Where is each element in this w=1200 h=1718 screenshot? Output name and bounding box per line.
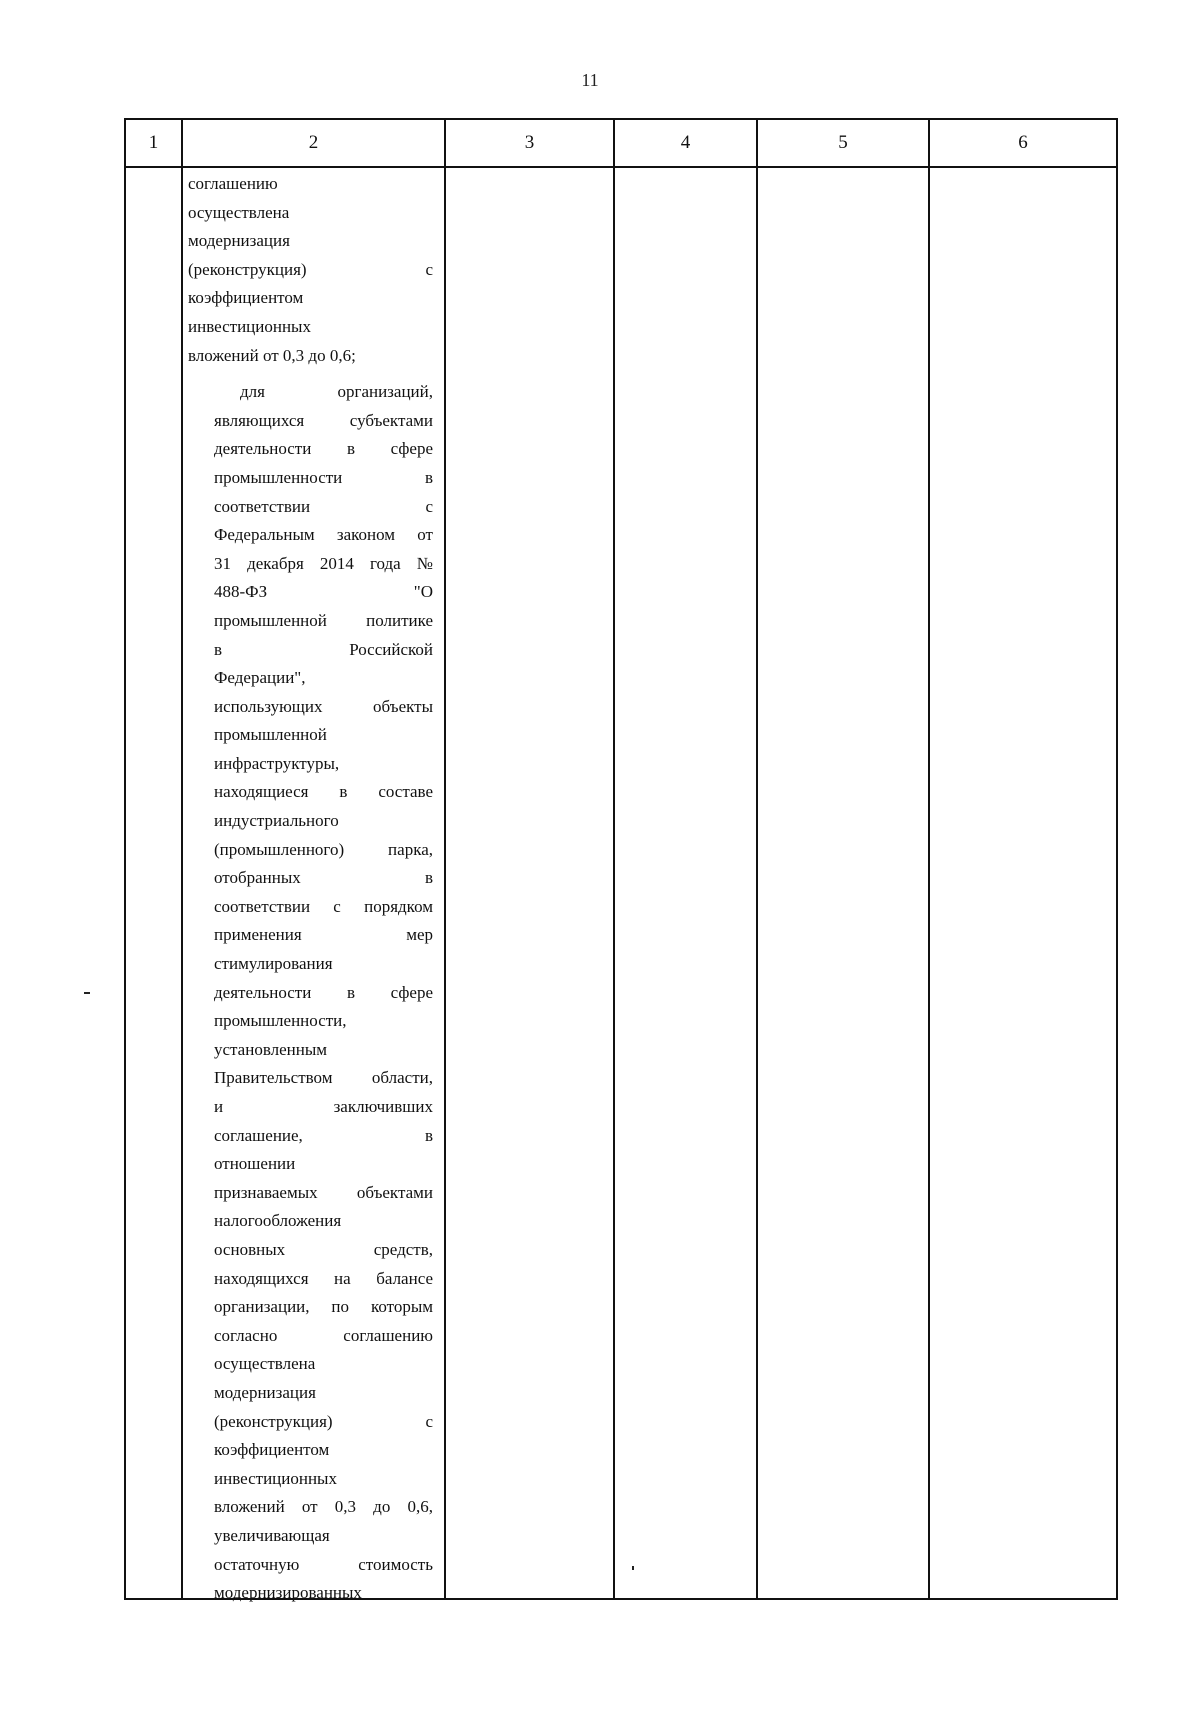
text-line: деятельности в сфере <box>214 982 433 1002</box>
text-line: соглашению <box>188 174 278 193</box>
text-line: коэффициентом <box>188 288 304 308</box>
text-line: осуществлена <box>214 1354 316 1374</box>
header-divider <box>126 166 1116 168</box>
text-line: установленным <box>214 1039 328 1059</box>
text-line: соответствии с <box>214 496 433 516</box>
text-line: находящиеся в составе <box>214 782 433 802</box>
column-divider <box>444 120 446 1598</box>
column-divider <box>613 120 615 1598</box>
text-line: использующих объекты <box>214 696 433 716</box>
text-line: коэффициентом <box>214 1440 330 1460</box>
text-line: индустриального <box>214 811 339 831</box>
data-table <box>124 118 1118 1603</box>
text-line: остаточную стоимость <box>214 1554 433 1574</box>
text-line: модернизация <box>188 231 290 251</box>
text-line: (промышленного) парка, <box>214 839 433 859</box>
text-line: (реконструкция) с <box>188 259 433 279</box>
text-line: промышленности, <box>214 1011 347 1031</box>
text-line: 488-ФЗ "О <box>214 582 433 602</box>
header-cell-3: 3 <box>524 132 535 153</box>
header-cell-6: 6 <box>1018 132 1028 153</box>
header-cell-5: 5 <box>838 132 848 153</box>
text-line: признаваемых объектами <box>214 1182 433 1202</box>
text-line: налогообложения <box>214 1211 342 1231</box>
column-divider <box>181 120 183 1598</box>
text-line: соглашение, в <box>214 1125 433 1145</box>
text-line: отношении <box>214 1154 296 1174</box>
text-line: модернизация <box>214 1382 316 1402</box>
scan-artifact <box>632 1566 634 1570</box>
text-line: для организаций, <box>240 382 433 402</box>
text-line: согласно соглашению <box>214 1325 433 1345</box>
text-line: вложений от 0,3 до 0,6, <box>214 1497 433 1517</box>
header-cell-1: 1 <box>148 132 159 153</box>
text-line: применения мер <box>214 925 433 945</box>
text-line: Правительством области, <box>214 1068 433 1088</box>
text-line: деятельности в сфере <box>214 439 433 459</box>
page-number: 11 <box>581 70 599 90</box>
text-line: модернизированных <box>214 1583 362 1603</box>
text-line: в Российской <box>214 639 433 659</box>
text-line: (реконструкция) с <box>214 1411 433 1431</box>
header-cell-2: 2 <box>308 132 319 153</box>
column-2-text <box>188 170 433 1608</box>
text-line: промышленности в <box>214 467 433 487</box>
column-divider <box>928 120 930 1598</box>
text-line: стимулирования <box>214 954 333 974</box>
text-line: находящихся на балансе <box>214 1268 433 1288</box>
text-line: инфраструктуры, <box>214 753 340 773</box>
text-line: Федеральным законом от <box>214 525 433 545</box>
text-line: являющихся субъектами <box>214 410 433 430</box>
text-line: промышленной политике <box>214 610 433 630</box>
text-line: организации, по которым <box>214 1297 433 1317</box>
column-divider <box>756 120 758 1598</box>
text-line: Федерации", <box>214 668 306 688</box>
text-line: увеличивающая <box>214 1525 330 1545</box>
text-line: вложений от 0,3 до 0,6; <box>188 345 356 365</box>
text-line: инвестиционных <box>214 1468 337 1488</box>
paragraph-1 <box>188 170 433 370</box>
text-line: отобранных в <box>214 868 433 888</box>
text-line: соответствии с порядком <box>214 896 433 916</box>
paragraph-2 <box>188 378 433 1608</box>
text-line: 31 декабря 2014 года № <box>214 553 433 573</box>
header-cell-4: 4 <box>680 132 691 153</box>
text-line: промышленной <box>214 725 327 745</box>
text-line: осуществлена <box>188 202 290 222</box>
text-line: и заключивших <box>214 1097 433 1116</box>
text-line: основных средств, <box>214 1239 433 1259</box>
scan-artifact <box>84 992 90 994</box>
text-line: инвестиционных <box>188 316 311 336</box>
